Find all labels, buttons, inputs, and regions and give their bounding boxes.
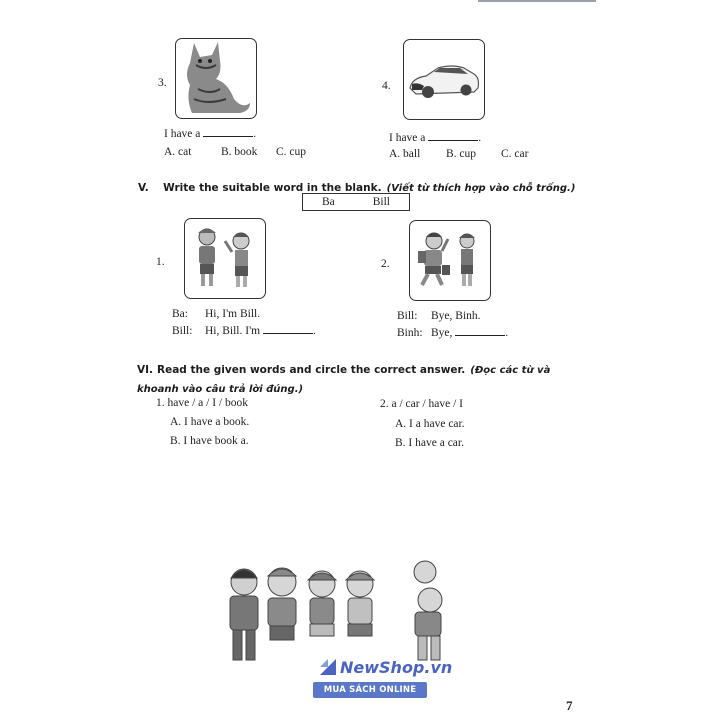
children-illustration <box>220 560 460 670</box>
dialog-1-line-1: Ba: Hi, I'm Bill. <box>172 308 261 320</box>
question-2-option-a[interactable]: A. I a have car. <box>395 418 465 430</box>
item-4-number: 4. <box>382 80 391 92</box>
item-4-blank[interactable] <box>428 131 478 141</box>
buy-books-online-badge[interactable]: MUA SÁCH ONLINE <box>313 682 427 698</box>
section-vi-heading <box>137 358 587 396</box>
section-v-instruction: Write the suitable word in the blank. <box>163 182 382 194</box>
section-v-instruction-vi: (Viết từ thích hợp vào chỗ trống.) <box>386 183 576 194</box>
boys-greeting-icon <box>185 219 265 298</box>
dialog-1-line-2: Bill: Hi, Bill. I'm . <box>172 325 316 337</box>
item-3-sentence: I have a . <box>164 128 257 140</box>
goodbye-boys-image <box>409 220 491 301</box>
item-3-blank[interactable] <box>203 127 253 137</box>
dialog-2-line-1: Bill: Bye, Binh. <box>397 310 481 322</box>
word-ba: Ba <box>321 196 335 208</box>
item-3-number: 3. <box>158 77 167 89</box>
speaker: Binh: <box>397 327 423 339</box>
children-group-icon <box>220 560 460 670</box>
question-2-option-b[interactable]: B. I have a car. <box>395 437 464 449</box>
newshop-logo-text: NewShop.vn <box>340 658 453 677</box>
car-image <box>403 39 485 120</box>
top-edge-line <box>478 0 596 2</box>
question-1-option-b[interactable]: B. I have book a. <box>170 435 249 447</box>
section-vi-instruction-vi: (Đọc các từ và khoanh vào câu trả lời đúng.) <box>137 365 551 395</box>
page-number: 7 <box>566 698 573 713</box>
question-1-option-a[interactable]: A. I have a book. <box>170 416 250 428</box>
dialog-1-blank[interactable] <box>263 324 313 334</box>
dialog-2-number: 2. <box>381 258 390 270</box>
item-4-option-a[interactable]: A. ball <box>389 148 421 160</box>
item-3-option-a[interactable]: A. cat <box>164 146 192 158</box>
dialog-2-line-2: Binh: Bye, . <box>397 327 509 339</box>
greeting-boys-image <box>184 218 266 299</box>
item-3-option-c[interactable]: C. cup <box>276 146 307 158</box>
dialog-1-number: 1. <box>156 256 165 268</box>
item-4-option-b[interactable]: B. cup <box>446 148 477 160</box>
dialog-2-blank[interactable] <box>455 326 505 336</box>
item-4-option-c[interactable]: C. car <box>501 148 529 160</box>
boys-goodbye-icon <box>410 221 490 300</box>
section-vi-instruction: Read the given words and circle the correct answer. <box>157 364 466 376</box>
cat-image <box>175 38 257 119</box>
section-v-numeral: V. <box>138 182 149 194</box>
word-bill: Bill <box>372 196 390 208</box>
question-1-prompt: 1. have / a / I / book <box>156 397 248 409</box>
speaker: Bill: <box>172 325 193 337</box>
newshop-logo-icon <box>318 657 338 677</box>
car-icon <box>404 40 484 119</box>
speaker: Bill: <box>397 310 418 322</box>
question-2-prompt: 2. a / car / have / I <box>380 398 464 410</box>
item-4-sentence: I have a . <box>389 132 482 144</box>
section-vi-numeral: VI. <box>137 364 154 376</box>
cat-icon <box>176 39 256 118</box>
item-3-option-b[interactable]: B. book <box>221 146 258 158</box>
word-box <box>302 193 410 211</box>
speaker: Ba: <box>172 308 188 320</box>
